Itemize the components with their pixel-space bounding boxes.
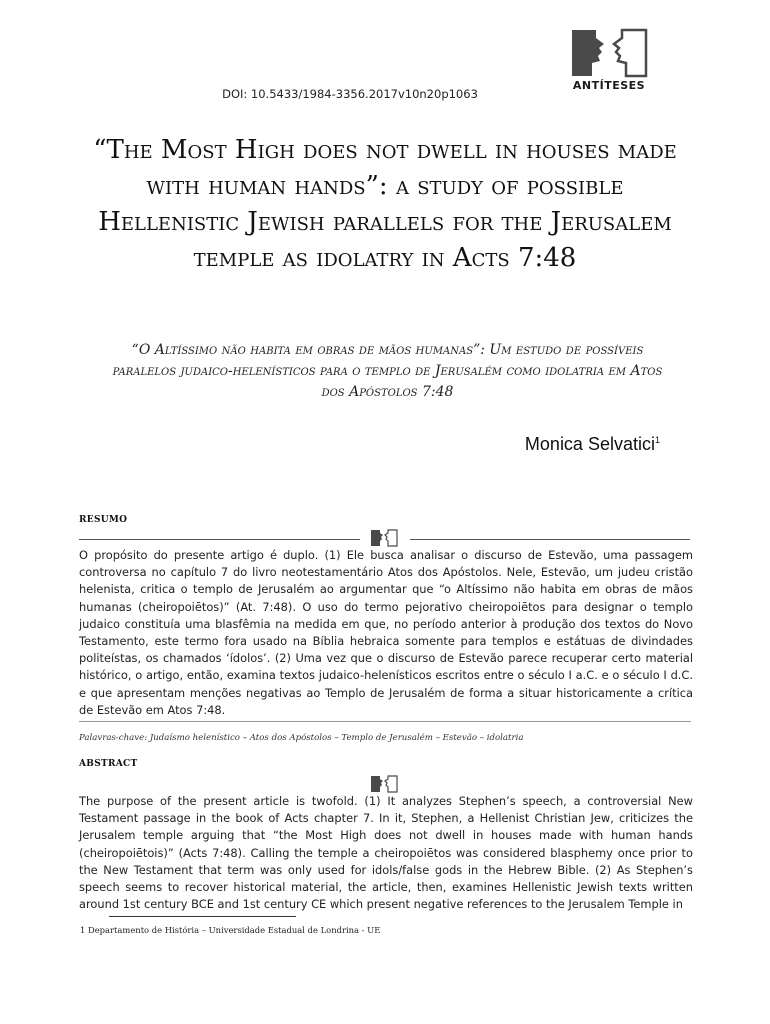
logo-wordmark: ANTÍTESES	[572, 79, 646, 92]
abstract-ornament-icon	[369, 775, 399, 793]
footnote-text: Departamento de História – Universidade Estadual de Londrina - UE	[88, 925, 381, 935]
resumo-heading: RESUMO	[79, 515, 128, 525]
resumo-divider-left	[79, 539, 360, 540]
author-line	[380, 434, 660, 455]
doi-line: DOI: 10.5433/1984-3356.2017v10n20p1063	[222, 87, 478, 101]
abstract-heading: ABSTRACT	[79, 759, 138, 769]
footnote	[80, 925, 380, 935]
resumo-divider-right	[410, 539, 690, 540]
journal-logo	[566, 28, 652, 90]
author-name: Monica Selvatici	[524, 434, 655, 454]
abstract-text: The purpose of the present article is twofold. (1) It analyzes Stephen’s speech, a controversial New Testament passage in the book of Acts chapter 7. In it, Stephen, a Hellenist Christian Jew, criticizes the Jerusalem temple arguing that “the Most High does not dwell in houses made with human hands (cheiropoiētois)” (Acts 7:48). Calling the temple a cheiropoiētos was considered blasphemy once prior to the New Testament that term was only used for idols/false gods in the Hebrew Bible. (2) As Stephen’s speech seems to recover historical material, the article, then, examines Hellenistic Jewish texts written around 1st century BCE and 1st century CE which present negative references to the Jerusalem Temple in	[79, 794, 693, 912]
keywords-line: Palavras-chave: Judaísmo helenístico – Atos dos Apóstolos – Templo de Jerusalém – Estevão – idolatria	[79, 733, 524, 743]
footnote-mark: 1	[80, 925, 86, 935]
footnote-rule	[109, 916, 296, 917]
resumo-ornament-icon	[369, 529, 399, 547]
article-subtitle: “O Altíssimo não habita em obras de mãos humanas”: Um estudo de possíveis paralelos judaico-helenísticos para o templo de Jerusalém como idolatria em Atos dos Apóstolos 7:48	[112, 342, 663, 400]
author-footnote-mark: 1	[654, 435, 660, 445]
antiteses-faces-icon	[566, 28, 652, 78]
resumo-text: O propósito do presente artigo é duplo. (1) Ele busca analisar o discurso de Estevão, uma passagem controversa no capítulo 7 do livro neotestamentário Atos dos Apóstolos. Nele, Estevão, um judeu cristão helenista, critica o templo de Jerusalém ao argumentar que “o Altíssimo não habita em obras de mãos humanas (cheiropoiētos)” (At. 7:48). O uso do termo pejorativo cheiropoiētos para designar o templo judaico constituía uma blasfêmia na medida em que, no período anterior à produção dos textos do Novo Testamento, este termo fora usado na Bíblia hebraica somente para templos e estátuas de divindades politeístas, os chamados ‘ídolos’. (2) Uma vez que o discurso de Estevão parece recuperar certo material histórico, o artigo, então, examina textos judaico-helenísticos escritos entre o século I a.C. e o século I d.C. e que apresentam menções negativas ao Templo de Jerusalém de forma a situar historicamente a crítica de Estevão em Atos 7:48.	[79, 548, 693, 717]
article-title: “The Most High does not dwell in houses made with human hands”: a study of possible Hellenistic Jewish parallels for the Jerusalem temple as idolatry in Acts 7:48	[93, 135, 677, 273]
resumo-bottom-divider	[79, 721, 691, 722]
